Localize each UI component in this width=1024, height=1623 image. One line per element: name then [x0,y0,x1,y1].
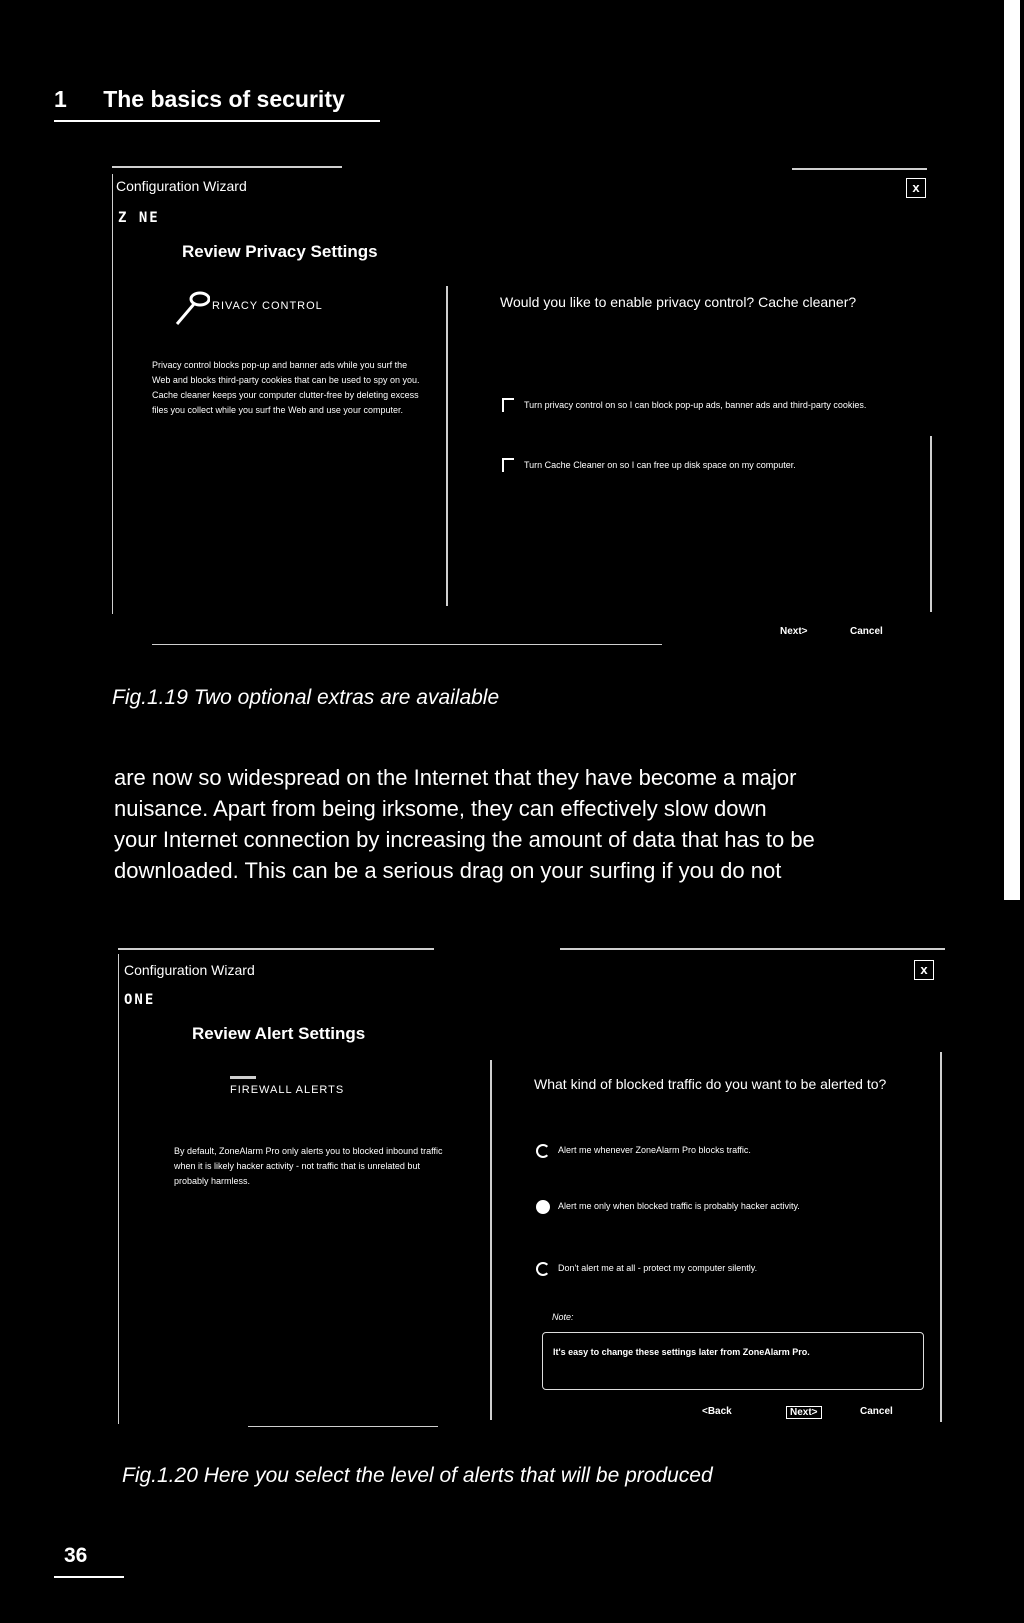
privacy-control-option-label: Turn privacy control on so I can block pop-up ads, banner ads and third-party cookies. [524,400,867,410]
alert-question: What kind of blocked traffic do you want to be alerted to? [534,1076,887,1092]
next-button[interactable]: Next> [786,1406,822,1419]
chapter-heading [54,86,345,113]
page-number: 36 [64,1544,88,1567]
note-text: It's easy to change these settings later from ZoneAlarm Pro. [553,1347,810,1357]
alert-heading-rule [230,1076,256,1079]
button-bar-rule [152,644,662,645]
back-button[interactable]: <Back [702,1406,732,1417]
cache-cleaner-option-label: Turn Cache Cleaner on so I can free up disk space on my computer. [524,460,796,470]
window-top-edge-right [792,168,927,170]
figure-1-screenshot [112,166,932,676]
window-top-edge [118,948,434,950]
page-number-rule [54,1576,124,1578]
window-title: Configuration Wizard [124,962,255,978]
body-line: downloaded. This can be a serious drag on your surfing if you do not [114,858,782,883]
window-right-edge [930,436,932,612]
section-title: Review Alert Settings [192,1024,366,1043]
body-line: nuisance. Apart from being irksome, they can effectively slow down [114,796,767,821]
alert-description: By default, ZoneAlarm Pro only alerts you to blocked inbound traffic when it is likely hacker activity - not traffic that is unrelated but probably harmless. [174,1146,443,1186]
magnifier-icon [174,290,210,326]
section-title: Review Privacy Settings [182,242,378,261]
page-edge-bar [1004,0,1020,900]
figure-2-caption: Fig.1.20 Here you select the level of alerts that will be produced [122,1464,713,1487]
privacy-control-checkbox[interactable] [502,398,514,412]
body-line: are now so widespread on the Internet that they have become a major [114,765,797,790]
privacy-description: Privacy control blocks pop-up and banner ads while you surf the Web and blocks third-party cookies that can be used to spy on you. Cache cleaner keeps your computer clutter-free by deleting excess files you collect while you surf the Web and use your computer. [152,360,420,415]
alert-all-radio[interactable] [536,1144,550,1158]
zonealarm-logo-text: Z NE [118,210,160,226]
chapter-number: 1 [54,86,67,112]
window-top-edge-right [560,948,945,950]
window-title: Configuration Wizard [116,178,247,194]
window-left-edge [118,954,120,1424]
panel-divider [490,1060,492,1420]
privacy-question: Would you like to enable privacy control? Cache cleaner? [500,294,857,310]
note-label: Note: [552,1312,574,1322]
cache-cleaner-checkbox[interactable] [502,458,514,472]
panel-divider [446,286,448,606]
figure-1-caption: Fig.1.19 Two optional extras are available [112,686,500,709]
close-button[interactable]: x [914,960,934,980]
chapter-title: The basics of security [103,86,345,112]
window-top-edge [112,166,342,168]
body-paragraph [114,762,944,886]
chapter-rule [54,120,380,122]
button-bar-rule [248,1426,438,1427]
alert-none-option-label: Don't alert me at all - protect my computer silently. [558,1263,758,1273]
note-box [542,1332,924,1390]
alert-all-option-label: Alert me whenever ZoneAlarm Pro blocks traffic. [558,1145,751,1155]
panel-heading: FIREWALL ALERTS [230,1084,345,1096]
body-line: your Internet connection by increasing the amount of data that has to be [114,827,815,852]
alert-hacker-radio[interactable] [536,1200,550,1214]
cancel-button[interactable]: Cancel [860,1406,893,1417]
panel-heading: RIVACY CONTROL [212,300,323,312]
alert-none-radio[interactable] [536,1262,550,1276]
zonealarm-logo-text: ONE [124,992,156,1008]
figure-2-screenshot [118,948,944,1448]
close-button[interactable]: x [906,178,926,198]
cancel-button[interactable]: Cancel [850,626,883,637]
window-right-edge [940,1052,942,1422]
next-button[interactable]: Next> [780,626,808,637]
window-left-edge [112,174,114,614]
alert-hacker-option-label: Alert me only when blocked traffic is probably hacker activity. [558,1201,800,1211]
